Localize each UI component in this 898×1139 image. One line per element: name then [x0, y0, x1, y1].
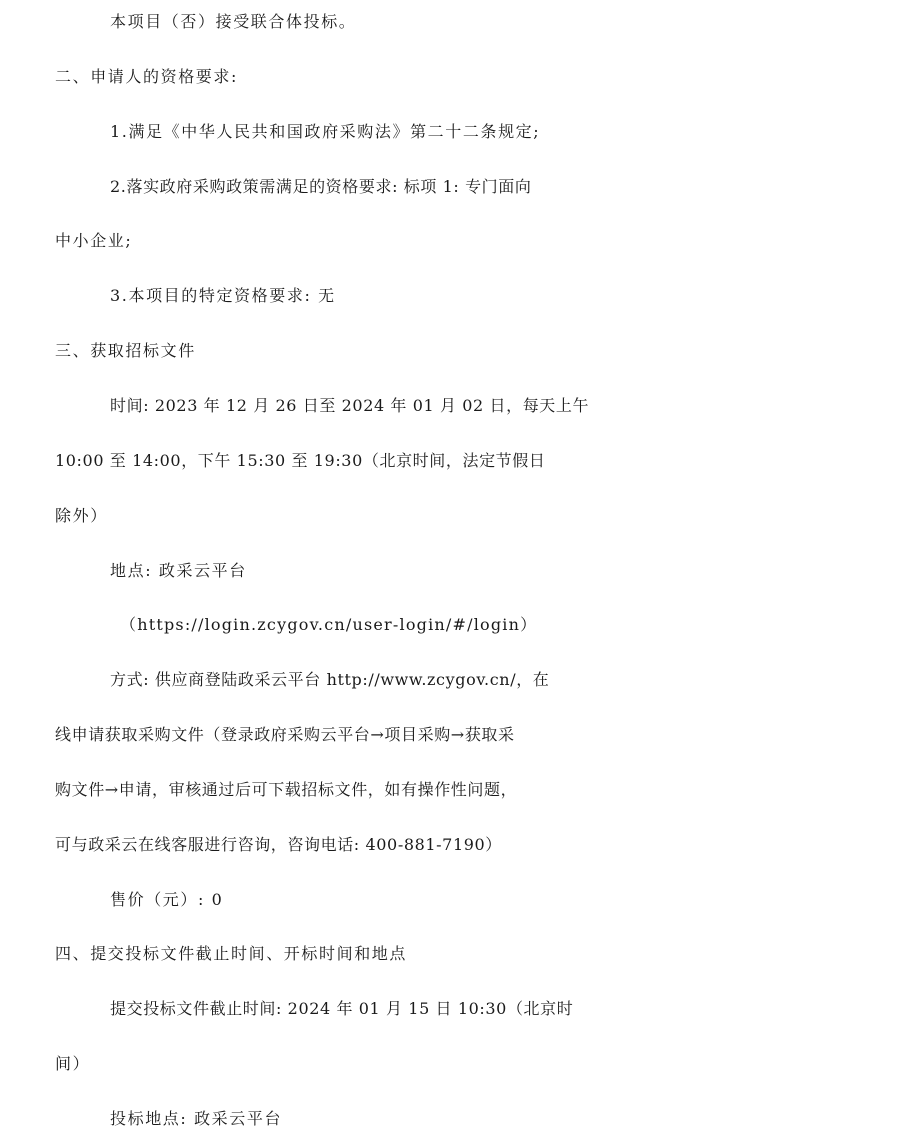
qualification-item-3: 3.本项目的特定资格要求: 无: [110, 286, 336, 306]
submission-deadline-cont: 间）: [55, 1054, 91, 1074]
joint-bid-statement: 本项目（否）接受联合体投标。: [110, 12, 357, 31]
qualification-item-2: 2.落实政府采购政策需满足的资格要求: 标项 1: 专门面向: [110, 176, 532, 196]
obtain-location-url: （https://login.zcygov.cn/user-login/#/login）: [120, 615, 538, 635]
obtain-method-cont-3: 可与政采云在线客服进行咨询，咨询电话: 400-881-7190）: [55, 834, 502, 854]
submission-deadline: 提交投标文件截止时间: 2024 年 01 月 15 日 10:30（北京时: [110, 999, 574, 1019]
section-heading-qualifications: 二、申请人的资格要求:: [55, 66, 238, 86]
obtain-method: 方式: 供应商登陆政采云平台 http://www.zcygov.cn/，在: [110, 670, 550, 690]
document-price: 售价（元）: 0: [110, 889, 224, 909]
section-heading-deadline: 四、提交投标文件截止时间、开标时间和地点: [55, 944, 408, 964]
obtain-method-cont-1: 线申请获取采购文件（登录政府采购云平台→项目采购→获取采: [55, 725, 515, 745]
qualification-item-1: 1.满足《中华人民共和国政府采购法》第二十二条规定;: [110, 121, 541, 141]
obtain-time-cont: 10:00 至 14:00，下午 15:30 至 19:30（北京时间，法定节假日: [55, 450, 546, 470]
obtain-time-cont-2: 除外）: [55, 505, 108, 525]
bid-location: 投标地点: 政采云平台: [110, 1109, 283, 1128]
obtain-time: 时间: 2023 年 12 月 26 日至 2024 年 01 月 02 日，每天上午: [110, 395, 590, 415]
qualification-item-2-cont: 中小企业;: [55, 231, 133, 251]
obtain-location: 地点: 政采云平台: [110, 560, 247, 580]
obtain-method-cont-2: 购文件→申请，审核通过后可下载招标文件，如有操作性问题，: [55, 779, 518, 799]
section-heading-obtain-docs: 三、获取招标文件: [55, 341, 196, 361]
